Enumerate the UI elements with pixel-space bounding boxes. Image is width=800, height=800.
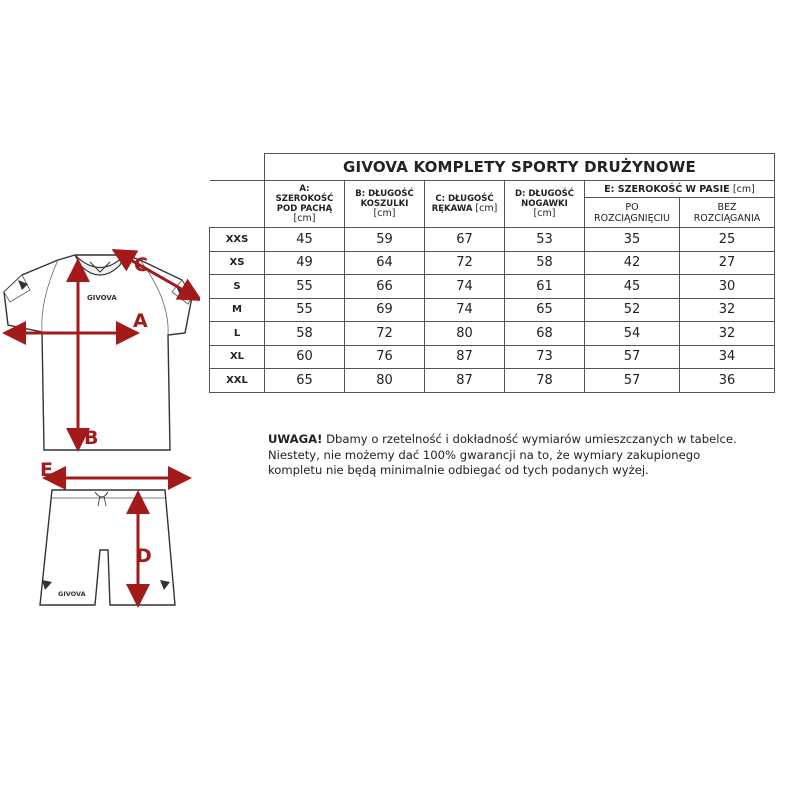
note-line: kompletu nie będą minimalnie odbiegać od tych podanych wyżej. [268,463,649,477]
header-c [425,181,505,228]
note-warning-label: UWAGA! [268,432,323,446]
note-line: Dbamy o rzetelność i dokładność wymiarów umieszczanych w tabelce. [322,432,737,446]
cell-b: 72 [345,322,425,346]
table-row [210,228,775,252]
header-e-label: E: SZEROKOŚĆ W PASIE [604,183,730,195]
table-row [210,251,775,275]
label-c: C [134,254,148,276]
cell-d: 65 [505,298,585,322]
cell-e2: 32 [680,322,775,346]
header-b [345,181,425,228]
table-row [210,369,775,393]
header-a-line: POD PACHĄ [276,204,333,214]
cell-c: 74 [425,298,505,322]
size-label: XL [210,345,265,369]
cell-a: 45 [265,228,345,252]
size-label: XS [210,251,265,275]
header-c-unit: [cm] [475,203,498,214]
cell-e2: 36 [680,369,775,393]
kit-illustration [0,240,200,620]
header-d-unit: [cm] [533,208,556,219]
header-e-unit: [cm] [732,183,755,195]
header-c-line: C: DŁUGOŚĆ [435,194,494,204]
label-e: E [40,459,53,481]
header-d [505,181,585,228]
size-label: S [210,275,265,299]
cell-c: 80 [425,322,505,346]
cell-b: 66 [345,275,425,299]
cell-e1: 52 [585,298,680,322]
header-e2 [680,198,775,228]
cell-e1: 54 [585,322,680,346]
size-label: M [210,298,265,322]
cell-d: 61 [505,275,585,299]
shirt-drawing [4,255,192,450]
cell-e1: 42 [585,251,680,275]
shirt-brand-text: GIVOVA [87,294,117,302]
cell-c: 67 [425,228,505,252]
cell-e1: 35 [585,228,680,252]
cell-c: 72 [425,251,505,275]
cell-e1: 57 [585,369,680,393]
cell-e2: 30 [680,275,775,299]
header-e2-line: ROZCIĄGANIA [693,212,761,224]
header-d-line: D: DŁUGOŚĆ [514,189,575,199]
header-a [265,181,345,228]
table-row [210,322,775,346]
cell-e1: 57 [585,345,680,369]
label-d: D [136,545,152,567]
label-b: B [84,427,99,449]
empty-corner [210,154,265,181]
cell-d: 53 [505,228,585,252]
cell-d: 58 [505,251,585,275]
header-a-line: A: [299,184,310,194]
cell-e2: 27 [680,251,775,275]
cell-e2: 34 [680,345,775,369]
shorts-drawing [40,490,175,605]
cell-e1: 45 [585,275,680,299]
cell-d: 68 [505,322,585,346]
cell-c: 87 [425,369,505,393]
cell-b: 80 [345,369,425,393]
header-e1-line: PO [625,201,639,213]
cell-a: 55 [265,298,345,322]
cell-a: 58 [265,322,345,346]
header-e1-line: ROZCIĄGNIĘCIU [593,212,670,224]
header-c-line: RĘKAWA [431,204,473,214]
header-b-line: KOSZULKI [360,199,409,209]
header-d-line: NOGAWKI [521,199,568,209]
cell-b: 69 [345,298,425,322]
cell-a: 65 [265,369,345,393]
header-a-unit: [cm] [293,213,316,224]
header-e [585,181,775,198]
header-e2-line: BEZ [717,201,737,213]
header-b-unit: [cm] [373,208,396,219]
cell-a: 55 [265,275,345,299]
cell-e2: 32 [680,298,775,322]
size-table [209,153,775,393]
label-a: A [133,310,148,332]
cell-a: 49 [265,251,345,275]
cell-d: 78 [505,369,585,393]
cell-c: 87 [425,345,505,369]
table-title: GIVOVA KOMPLETY SPORTY DRUŻYNOWE [265,154,775,181]
cell-b: 59 [345,228,425,252]
size-label: L [210,322,265,346]
table-row [210,275,775,299]
cell-b: 76 [345,345,425,369]
table-row [210,298,775,322]
shorts-brand-text: GIVOVA [58,590,86,598]
header-a-line: SZEROKOŚĆ [275,194,334,204]
size-rows [210,228,775,393]
size-label: XXL [210,369,265,393]
header-e1 [585,198,680,228]
size-label: XXS [210,228,265,252]
cell-b: 64 [345,251,425,275]
empty-corner [210,181,265,228]
header-b-line: B: DŁUGOŚĆ [355,189,414,199]
note-line: Niestety, nie możemy dać 100% gwarancji na to, że wymiary zakupionego [268,447,701,462]
disclaimer-note [268,432,768,479]
cell-d: 73 [505,345,585,369]
cell-e2: 25 [680,228,775,252]
cell-a: 60 [265,345,345,369]
table-row [210,345,775,369]
cell-c: 74 [425,275,505,299]
